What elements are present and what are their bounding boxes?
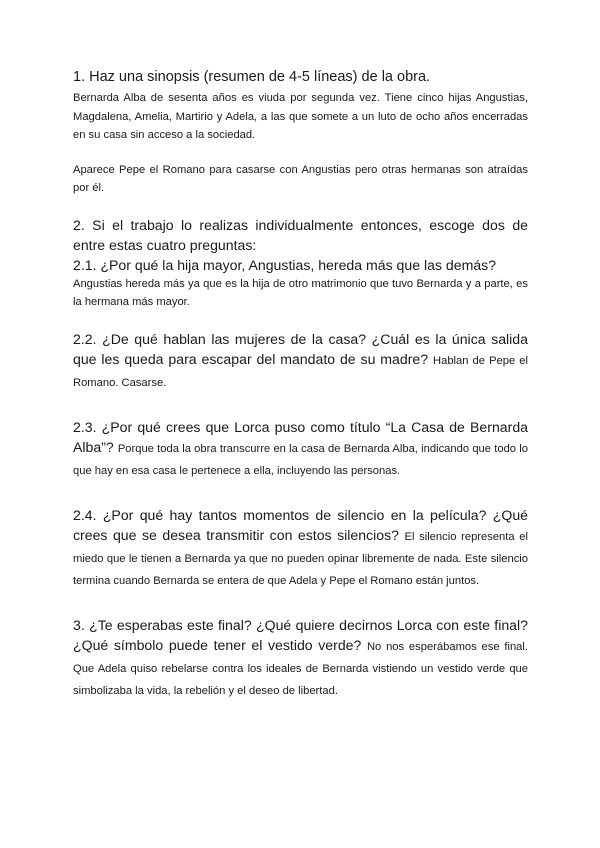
question-3-text: 3. ¿Te esperabas este final? ¿Qué quiere decirnos Lorca con este final? ¿Qué símbolo puede tener el vestido verde?: [73, 616, 528, 653]
question-2-4-answer: El silencio representa el miedo que le tienen a Bernarda ya que no pueden opinar libremente de nada. Este silencio termina cuando Bernarda se entera de que Adela y Pepe el Romano están juntos.: [73, 530, 528, 587]
question-2-3-text: 2.3. ¿Por qué crees que Lorca puso como título “La Casa de Bernarda Alba”?: [73, 418, 528, 455]
question-2-3-answer: Porque toda la obra transcurre en la casa de Bernarda Alba, indicando que todo lo que hay en esa casa le pertenece a ella, incluyendo las personas.: [73, 442, 528, 477]
question-2-2-block: [73, 329, 528, 393]
question-2-4-block: [73, 505, 528, 591]
question-2-1-block: [73, 255, 528, 275]
question-2-2-text: 2.2. ¿De qué hablan las mujeres de la casa? ¿Cuál es la única salida que les queda para escapar del mandato de su madre?: [73, 330, 528, 367]
question-3-block: [73, 615, 528, 701]
question-2-1-text: 2.1. ¿Por qué la hija mayor, Angustias, hereda más que las demás?: [73, 256, 497, 273]
question-2-1-answer: Angustias hereda más ya que es la hija de otro matrimonio que tuvo Bernarda y a parte, es la hermana más mayor.: [73, 277, 528, 308]
question-2-intro: 2. Si el trabajo lo realizas individualmente entonces, escoge dos de entre estas cuatro preguntas:: [73, 216, 528, 253]
question-1-answer-paragraph-1: Bernarda Alba de sesenta años es viuda por segunda vez. Tiene cinco hijas Angustias, Magdalena, Amelia, Martirio y Adela, a las que somete a un luto de ocho años encerradas en su casa sin acceso a la sociedad.: [73, 92, 528, 141]
question-2-3-block: [73, 417, 528, 481]
question-3-answer: No nos esperábamos ese final. Que Adela quiso rebelarse contra los ideales de Bernarda vistiendo un vestido verde que simbolizaba la vida, la rebelión y el deseo de libertad.: [73, 640, 529, 697]
question-2-2-answer: Hablan de Pepe el Romano. Casarse.: [73, 354, 529, 389]
question-2-4-text: 2.4. ¿Por qué hay tantos momentos de silencio en la película? ¿Qué crees que se desea transmitir con estos silencios?: [73, 506, 528, 543]
question-1-title: 1. Haz una sinopsis (resumen de 4-5 líneas) de la obra.: [73, 69, 431, 85]
document-page: [73, 68, 528, 701]
question-1-answer-paragraph-2: Aparece Pepe el Romano para casarse con Angustias pero otras hermanas son atraídas por él.: [73, 163, 528, 194]
